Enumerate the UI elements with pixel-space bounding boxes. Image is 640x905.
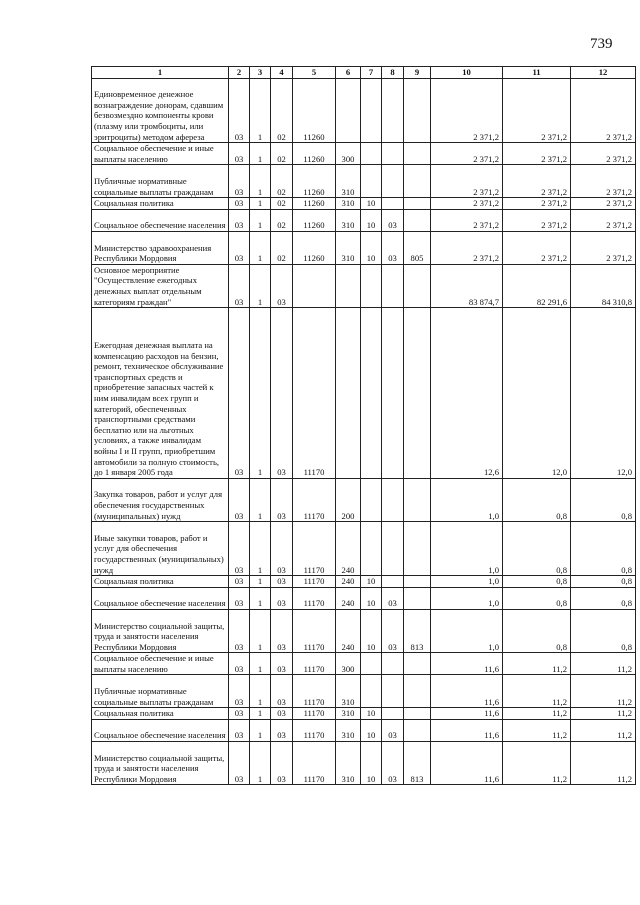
code-cell-col-3: 1 bbox=[250, 198, 271, 210]
code-cell-col-3: 1 bbox=[250, 742, 271, 785]
table-row bbox=[92, 675, 636, 708]
code-cell-col-6: 300 bbox=[336, 143, 361, 165]
row-name-cell: Социальная политика bbox=[92, 576, 229, 588]
row-name-cell: Единовременное денежное вознаграждение донорам, сдавшим безвозмездно компоненты крови (плазму или тромбоциты, или эритроциты) методом афереза bbox=[92, 78, 229, 143]
code-cell-col-9 bbox=[404, 198, 431, 210]
amount-cell-col-10: 11,6 bbox=[431, 742, 503, 785]
column-header-9: 9 bbox=[404, 67, 431, 79]
code-cell-col-4: 03 bbox=[271, 576, 293, 588]
table-row bbox=[92, 653, 636, 675]
amount-cell-col-10: 83 874,7 bbox=[431, 264, 503, 307]
amount-cell-col-10: 1,0 bbox=[431, 522, 503, 576]
code-cell-col-4: 02 bbox=[271, 143, 293, 165]
code-cell-col-9 bbox=[404, 143, 431, 165]
amount-cell-col-11: 82 291,6 bbox=[503, 264, 571, 307]
code-cell-col-6: 310 bbox=[336, 165, 361, 198]
row-name-cell: Министерство социальной защиты, труда и занятости населения Республики Мордовия bbox=[92, 742, 229, 785]
column-header-11: 11 bbox=[503, 67, 571, 79]
code-cell-col-5: 11170 bbox=[293, 708, 336, 720]
table-row bbox=[92, 742, 636, 785]
code-cell-col-7: 10 bbox=[361, 209, 382, 231]
code-cell-col-4: 03 bbox=[271, 587, 293, 609]
code-cell-col-5: 11170 bbox=[293, 675, 336, 708]
amount-cell-col-11: 2 371,2 bbox=[503, 198, 571, 210]
amount-cell-col-12: 2 371,2 bbox=[571, 165, 636, 198]
amount-cell-col-11: 11,2 bbox=[503, 708, 571, 720]
code-cell-col-4: 03 bbox=[271, 742, 293, 785]
code-cell-col-9 bbox=[404, 587, 431, 609]
amount-cell-col-11: 2 371,2 bbox=[503, 209, 571, 231]
code-cell-col-6: 240 bbox=[336, 609, 361, 652]
code-cell-col-7: 10 bbox=[361, 198, 382, 210]
amount-cell-col-10: 12,6 bbox=[431, 308, 503, 479]
amount-cell-col-12: 0,8 bbox=[571, 609, 636, 652]
table-body bbox=[92, 78, 636, 785]
column-header-8: 8 bbox=[382, 67, 404, 79]
code-cell-col-5: 11170 bbox=[293, 719, 336, 741]
amount-cell-col-12: 11,2 bbox=[571, 742, 636, 785]
code-cell-col-6: 310 bbox=[336, 742, 361, 785]
code-cell-col-4: 02 bbox=[271, 165, 293, 198]
code-cell-col-3: 1 bbox=[250, 522, 271, 576]
amount-cell-col-10: 11,6 bbox=[431, 708, 503, 720]
code-cell-col-7 bbox=[361, 522, 382, 576]
code-cell-col-6 bbox=[336, 264, 361, 307]
code-cell-col-8 bbox=[382, 198, 404, 210]
amount-cell-col-11: 11,2 bbox=[503, 742, 571, 785]
code-cell-col-2: 03 bbox=[229, 675, 250, 708]
code-cell-col-9 bbox=[404, 522, 431, 576]
code-cell-col-4: 03 bbox=[271, 653, 293, 675]
code-cell-col-7 bbox=[361, 675, 382, 708]
code-cell-col-6: 240 bbox=[336, 576, 361, 588]
amount-cell-col-12: 2 371,2 bbox=[571, 198, 636, 210]
amount-cell-col-12: 0,8 bbox=[571, 522, 636, 576]
amount-cell-col-11: 12,0 bbox=[503, 308, 571, 479]
code-cell-col-7 bbox=[361, 78, 382, 143]
code-cell-col-3: 1 bbox=[250, 653, 271, 675]
code-cell-col-8: 03 bbox=[382, 587, 404, 609]
code-cell-col-7: 10 bbox=[361, 708, 382, 720]
row-name-cell: Министерство здравоохранения Республики Мордовия bbox=[92, 231, 229, 264]
code-cell-col-3: 1 bbox=[250, 719, 271, 741]
code-cell-col-8 bbox=[382, 675, 404, 708]
row-name-cell: Социальная политика bbox=[92, 708, 229, 720]
amount-cell-col-11: 2 371,2 bbox=[503, 231, 571, 264]
code-cell-col-3: 1 bbox=[250, 165, 271, 198]
table-row bbox=[92, 609, 636, 652]
code-cell-col-2: 03 bbox=[229, 576, 250, 588]
column-header-10: 10 bbox=[431, 67, 503, 79]
row-name-cell: Министерство социальной защиты, труда и занятости населения Республики Мордовия bbox=[92, 609, 229, 652]
code-cell-col-3: 1 bbox=[250, 478, 271, 521]
row-name-cell: Социальное обеспечение населения bbox=[92, 587, 229, 609]
table-row bbox=[92, 264, 636, 307]
amount-cell-col-10: 1,0 bbox=[431, 478, 503, 521]
code-cell-col-7 bbox=[361, 143, 382, 165]
amount-cell-col-11: 11,2 bbox=[503, 653, 571, 675]
code-cell-col-7 bbox=[361, 478, 382, 521]
column-header-6: 6 bbox=[336, 67, 361, 79]
code-cell-col-9 bbox=[404, 675, 431, 708]
code-cell-col-2: 03 bbox=[229, 143, 250, 165]
column-header-3: 3 bbox=[250, 67, 271, 79]
code-cell-col-2: 03 bbox=[229, 478, 250, 521]
amount-cell-col-10: 11,6 bbox=[431, 719, 503, 741]
amount-cell-col-10: 11,6 bbox=[431, 675, 503, 708]
code-cell-col-5: 11170 bbox=[293, 478, 336, 521]
column-header-1: 1 bbox=[92, 67, 229, 79]
code-cell-col-2: 03 bbox=[229, 209, 250, 231]
code-cell-col-5: 11170 bbox=[293, 653, 336, 675]
amount-cell-col-11: 0,8 bbox=[503, 576, 571, 588]
amount-cell-col-12: 11,2 bbox=[571, 675, 636, 708]
amount-cell-col-12: 0,8 bbox=[571, 587, 636, 609]
row-name-cell: Социальное обеспечение населения bbox=[92, 209, 229, 231]
code-cell-col-5 bbox=[293, 264, 336, 307]
code-cell-col-6: 200 bbox=[336, 478, 361, 521]
code-cell-col-6: 300 bbox=[336, 653, 361, 675]
code-cell-col-6 bbox=[336, 78, 361, 143]
code-cell-col-8 bbox=[382, 478, 404, 521]
table-row bbox=[92, 143, 636, 165]
code-cell-col-4: 03 bbox=[271, 478, 293, 521]
table-row bbox=[92, 522, 636, 576]
code-cell-col-4: 02 bbox=[271, 209, 293, 231]
amount-cell-col-11: 0,8 bbox=[503, 609, 571, 652]
row-name-cell: Публичные нормативные социальные выплаты гражданам bbox=[92, 675, 229, 708]
table-row bbox=[92, 587, 636, 609]
code-cell-col-5: 11170 bbox=[293, 609, 336, 652]
code-cell-col-9 bbox=[404, 165, 431, 198]
table-row bbox=[92, 308, 636, 479]
table-row bbox=[92, 478, 636, 521]
amount-cell-col-11: 0,8 bbox=[503, 587, 571, 609]
code-cell-col-7 bbox=[361, 308, 382, 479]
code-cell-col-9 bbox=[404, 653, 431, 675]
code-cell-col-5: 11260 bbox=[293, 143, 336, 165]
code-cell-col-3: 1 bbox=[250, 209, 271, 231]
amount-cell-col-10: 2 371,2 bbox=[431, 165, 503, 198]
budget-table bbox=[91, 66, 636, 785]
code-cell-col-3: 1 bbox=[250, 308, 271, 479]
code-cell-col-8 bbox=[382, 143, 404, 165]
code-cell-col-2: 03 bbox=[229, 78, 250, 143]
amount-cell-col-11: 2 371,2 bbox=[503, 78, 571, 143]
code-cell-col-8 bbox=[382, 78, 404, 143]
column-header-5: 5 bbox=[293, 67, 336, 79]
code-cell-col-3: 1 bbox=[250, 143, 271, 165]
code-cell-col-3: 1 bbox=[250, 609, 271, 652]
code-cell-col-5: 11170 bbox=[293, 308, 336, 479]
code-cell-col-7 bbox=[361, 165, 382, 198]
row-name-cell: Ежегодная денежная выплата на компенсацию расходов на бензин, ремонт, техническое обслуживание транспортных средств и приобретение запасных частей к ним инвалидам всех групп и категорий, обеспеченных транспортными средствами бесплатно или на льготных условиях, а также инвалидам войны I и II групп, приобретшим автомобили за полную стоимость, до 1 января 2005 года bbox=[92, 308, 229, 479]
code-cell-col-9 bbox=[404, 708, 431, 720]
table-row bbox=[92, 719, 636, 741]
code-cell-col-5: 11170 bbox=[293, 587, 336, 609]
amount-cell-col-10: 1,0 bbox=[431, 609, 503, 652]
row-name-cell: Социальное обеспечение населения bbox=[92, 719, 229, 741]
amount-cell-col-11: 2 371,2 bbox=[503, 143, 571, 165]
amount-cell-col-12: 2 371,2 bbox=[571, 78, 636, 143]
code-cell-col-7: 10 bbox=[361, 609, 382, 652]
code-cell-col-8 bbox=[382, 653, 404, 675]
row-name-cell: Основное мероприятие "Осуществление ежегодных денежных выплат отдельным категориям граждан" bbox=[92, 264, 229, 307]
code-cell-col-2: 03 bbox=[229, 742, 250, 785]
code-cell-col-4: 03 bbox=[271, 308, 293, 479]
code-cell-col-9 bbox=[404, 308, 431, 479]
code-cell-col-6: 310 bbox=[336, 719, 361, 741]
amount-cell-col-12: 11,2 bbox=[571, 719, 636, 741]
code-cell-col-5: 11260 bbox=[293, 165, 336, 198]
code-cell-col-5: 11260 bbox=[293, 198, 336, 210]
code-cell-col-5: 11170 bbox=[293, 742, 336, 785]
code-cell-col-6: 240 bbox=[336, 522, 361, 576]
code-cell-col-6: 310 bbox=[336, 708, 361, 720]
code-cell-col-8 bbox=[382, 522, 404, 576]
row-name-cell: Социальное обеспечение и иные выплаты населению bbox=[92, 653, 229, 675]
amount-cell-col-12: 84 310,8 bbox=[571, 264, 636, 307]
column-header-7: 7 bbox=[361, 67, 382, 79]
code-cell-col-2: 03 bbox=[229, 587, 250, 609]
code-cell-col-7 bbox=[361, 264, 382, 307]
amount-cell-col-12: 0,8 bbox=[571, 576, 636, 588]
code-cell-col-2: 03 bbox=[229, 308, 250, 479]
row-name-cell: Иные закупки товаров, работ и услуг для обеспечения государственных (муниципальных) нужд bbox=[92, 522, 229, 576]
code-cell-col-9 bbox=[404, 264, 431, 307]
code-cell-col-5: 11260 bbox=[293, 231, 336, 264]
code-cell-col-6: 310 bbox=[336, 675, 361, 708]
code-cell-col-8: 03 bbox=[382, 719, 404, 741]
code-cell-col-7: 10 bbox=[361, 231, 382, 264]
code-cell-col-7: 10 bbox=[361, 719, 382, 741]
page-number: 739 bbox=[590, 36, 613, 52]
code-cell-col-3: 1 bbox=[250, 576, 271, 588]
amount-cell-col-12: 2 371,2 bbox=[571, 209, 636, 231]
amount-cell-col-10: 1,0 bbox=[431, 587, 503, 609]
code-cell-col-5: 11260 bbox=[293, 209, 336, 231]
amount-cell-col-12: 11,2 bbox=[571, 653, 636, 675]
amount-cell-col-10: 11,6 bbox=[431, 653, 503, 675]
amount-cell-col-12: 2 371,2 bbox=[571, 231, 636, 264]
table-row bbox=[92, 209, 636, 231]
amount-cell-col-11: 11,2 bbox=[503, 719, 571, 741]
code-cell-col-9 bbox=[404, 209, 431, 231]
amount-cell-col-10: 2 371,2 bbox=[431, 231, 503, 264]
table-row bbox=[92, 198, 636, 210]
code-cell-col-9: 813 bbox=[404, 609, 431, 652]
code-cell-col-7: 10 bbox=[361, 742, 382, 785]
code-cell-col-4: 03 bbox=[271, 708, 293, 720]
row-name-cell: Закупка товаров, работ и услуг для обеспечения государственных (муниципальных) нужд bbox=[92, 478, 229, 521]
code-cell-col-6: 310 bbox=[336, 198, 361, 210]
code-cell-col-2: 03 bbox=[229, 198, 250, 210]
code-cell-col-2: 03 bbox=[229, 653, 250, 675]
amount-cell-col-10: 2 371,2 bbox=[431, 198, 503, 210]
code-cell-col-4: 03 bbox=[271, 609, 293, 652]
row-name-cell: Публичные нормативные социальные выплаты гражданам bbox=[92, 165, 229, 198]
code-cell-col-9 bbox=[404, 78, 431, 143]
amount-cell-col-12: 2 371,2 bbox=[571, 143, 636, 165]
code-cell-col-4: 02 bbox=[271, 198, 293, 210]
column-header-2: 2 bbox=[229, 67, 250, 79]
code-cell-col-2: 03 bbox=[229, 231, 250, 264]
table-row bbox=[92, 165, 636, 198]
code-cell-col-8 bbox=[382, 576, 404, 588]
table-row bbox=[92, 231, 636, 264]
code-cell-col-7: 10 bbox=[361, 576, 382, 588]
code-cell-col-4: 03 bbox=[271, 719, 293, 741]
code-cell-col-8: 03 bbox=[382, 209, 404, 231]
table-row bbox=[92, 576, 636, 588]
code-cell-col-5: 11260 bbox=[293, 78, 336, 143]
amount-cell-col-11: 11,2 bbox=[503, 675, 571, 708]
amount-cell-col-10: 2 371,2 bbox=[431, 143, 503, 165]
code-cell-col-4: 02 bbox=[271, 78, 293, 143]
code-cell-col-8 bbox=[382, 264, 404, 307]
code-cell-col-8 bbox=[382, 165, 404, 198]
code-cell-col-4: 03 bbox=[271, 264, 293, 307]
code-cell-col-2: 03 bbox=[229, 708, 250, 720]
code-cell-col-3: 1 bbox=[250, 587, 271, 609]
code-cell-col-7: 10 bbox=[361, 587, 382, 609]
row-name-cell: Социальная политика bbox=[92, 198, 229, 210]
code-cell-col-4: 02 bbox=[271, 231, 293, 264]
code-cell-col-4: 03 bbox=[271, 522, 293, 576]
code-cell-col-9: 813 bbox=[404, 742, 431, 785]
amount-cell-col-10: 2 371,2 bbox=[431, 78, 503, 143]
code-cell-col-2: 03 bbox=[229, 719, 250, 741]
code-cell-col-3: 1 bbox=[250, 264, 271, 307]
code-cell-col-6: 310 bbox=[336, 209, 361, 231]
amount-cell-col-10: 2 371,2 bbox=[431, 209, 503, 231]
code-cell-col-7 bbox=[361, 653, 382, 675]
code-cell-col-2: 03 bbox=[229, 522, 250, 576]
code-cell-col-3: 1 bbox=[250, 708, 271, 720]
code-cell-col-2: 03 bbox=[229, 609, 250, 652]
code-cell-col-6: 240 bbox=[336, 587, 361, 609]
code-cell-col-9 bbox=[404, 576, 431, 588]
code-cell-col-5: 11170 bbox=[293, 522, 336, 576]
amount-cell-col-12: 11,2 bbox=[571, 708, 636, 720]
code-cell-col-3: 1 bbox=[250, 231, 271, 264]
code-cell-col-3: 1 bbox=[250, 78, 271, 143]
table-row bbox=[92, 708, 636, 720]
column-header-12: 12 bbox=[571, 67, 636, 79]
amount-cell-col-12: 12,0 bbox=[571, 308, 636, 479]
code-cell-col-2: 03 bbox=[229, 165, 250, 198]
code-cell-col-6: 310 bbox=[336, 231, 361, 264]
code-cell-col-6 bbox=[336, 308, 361, 479]
code-cell-col-8: 03 bbox=[382, 742, 404, 785]
amount-cell-col-11: 0,8 bbox=[503, 478, 571, 521]
code-cell-col-8 bbox=[382, 308, 404, 479]
amount-cell-col-11: 2 371,2 bbox=[503, 165, 571, 198]
code-cell-col-8: 03 bbox=[382, 231, 404, 264]
amount-cell-col-10: 1,0 bbox=[431, 576, 503, 588]
code-cell-col-9: 805 bbox=[404, 231, 431, 264]
table-header-row bbox=[92, 67, 636, 79]
code-cell-col-4: 03 bbox=[271, 675, 293, 708]
code-cell-col-5: 11170 bbox=[293, 576, 336, 588]
code-cell-col-8: 03 bbox=[382, 609, 404, 652]
code-cell-col-3: 1 bbox=[250, 675, 271, 708]
column-header-4: 4 bbox=[271, 67, 293, 79]
row-name-cell: Социальное обеспечение и иные выплаты населению bbox=[92, 143, 229, 165]
code-cell-col-2: 03 bbox=[229, 264, 250, 307]
amount-cell-col-11: 0,8 bbox=[503, 522, 571, 576]
amount-cell-col-12: 0,8 bbox=[571, 478, 636, 521]
code-cell-col-9 bbox=[404, 478, 431, 521]
code-cell-col-8 bbox=[382, 708, 404, 720]
table-row bbox=[92, 78, 636, 143]
code-cell-col-9 bbox=[404, 719, 431, 741]
